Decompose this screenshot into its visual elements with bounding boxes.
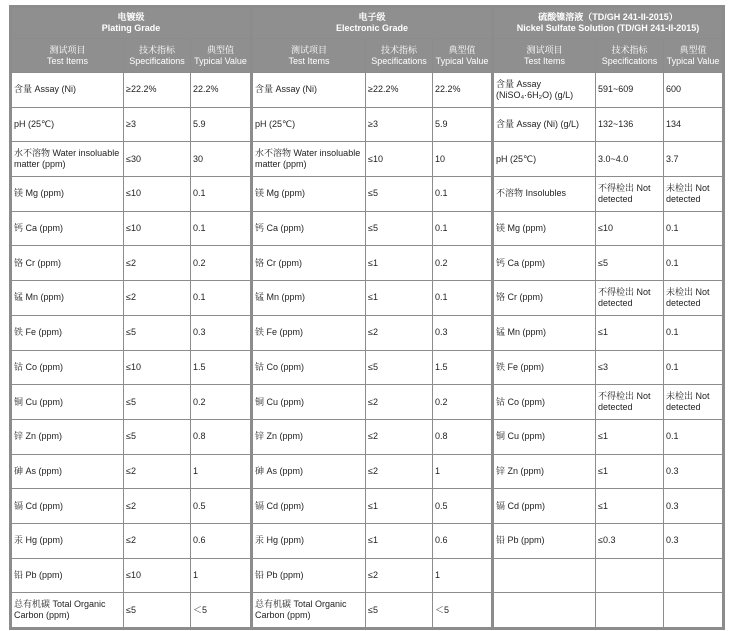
table-row (11, 142, 724, 177)
electronic-typical-value-cell: 0.2 (433, 246, 493, 281)
solution-test-items-cell: 锰 Mn (ppm) (493, 315, 596, 350)
solution-specifications-cell: ≤1 (596, 489, 664, 524)
table-row (11, 177, 724, 212)
column-header-row (11, 39, 724, 73)
column-title-en: Typical Value (194, 55, 247, 66)
plating-specifications-cell: ≤5 (124, 593, 191, 629)
column-title-en: Test Items (288, 55, 330, 66)
solution-specifications-cell: ≤10 (596, 211, 664, 246)
plating-test-items-cell: 汞 Hg (ppm) (11, 523, 124, 558)
plating-specifications-cell: ≤2 (124, 523, 191, 558)
solution-specifications-cell: 3.0~4.0 (596, 142, 664, 177)
column-title-cn: 技术指标 (611, 44, 648, 55)
plating-typical-value-cell: 0.3 (191, 315, 252, 350)
electronic-test-items-cell: 含量 Assay (Ni) (252, 73, 366, 108)
solution-typical-value-cell: 0.1 (664, 419, 724, 454)
solution-typical-value-cell: 0.1 (664, 350, 724, 385)
plating-specifications-cell: ≤30 (124, 142, 191, 177)
nickel-sulfate-spec-table (9, 5, 725, 630)
solution-test-items-cell: 钴 Co (ppm) (493, 385, 596, 420)
plating-typical-value-cell: 22.2% (191, 73, 252, 108)
column-title-en: Test Items (46, 55, 88, 66)
electronic-typical-value-cell: 1 (433, 558, 493, 593)
electronic-typical-value-cell: 0.5 (433, 489, 493, 524)
solution-specifications-cell: 不得检出 Not detected (596, 281, 664, 316)
electronic-typical-value-cell: 0.1 (433, 177, 493, 212)
solution-specifications-cell (596, 558, 664, 593)
solution-typical-value-cell: 134 (664, 107, 724, 142)
column-header-typical-value (191, 39, 252, 73)
table-row (11, 489, 724, 524)
plating-specifications-cell: ≤2 (124, 489, 191, 524)
electronic-typical-value-cell: 1.5 (433, 350, 493, 385)
electronic-specifications-cell: ≤5 (366, 177, 433, 212)
table-row (11, 593, 724, 629)
solution-typical-value-cell (664, 558, 724, 593)
group-title-en: Plating Grade (101, 23, 161, 33)
solution-test-items-cell: pH (25℃) (493, 142, 596, 177)
plating-test-items-cell: 铅 Pb (ppm) (11, 558, 124, 593)
solution-test-items-cell: 含量 Assay (NiSO₄·6H₂O) (g/L) (493, 73, 596, 108)
plating-typical-value-cell: ＜5 (191, 593, 252, 629)
solution-test-items-cell: 钙 Ca (ppm) (493, 246, 596, 281)
electronic-test-items-cell: 镉 Cd (ppm) (252, 489, 366, 524)
table-row (11, 419, 724, 454)
plating-specifications-cell: ≥22.2% (124, 73, 191, 108)
electronic-typical-value-cell: ＜5 (433, 593, 493, 629)
solution-specifications-cell: ≤1 (596, 454, 664, 489)
column-title-en: Specifications (129, 55, 185, 66)
electronic-specifications-cell: ≤10 (366, 142, 433, 177)
solution-specifications-cell: ≤1 (596, 315, 664, 350)
solution-test-items-cell: 镁 Mg (ppm) (493, 211, 596, 246)
electronic-typical-value-cell: 0.1 (433, 211, 493, 246)
electronic-specifications-cell: ≤5 (366, 350, 433, 385)
plating-typical-value-cell: 0.1 (191, 211, 252, 246)
plating-typical-value-cell: 0.5 (191, 489, 252, 524)
group-header-nickel-sulfate-solution (493, 7, 724, 39)
table-row (11, 385, 724, 420)
electronic-specifications-cell: ≤1 (366, 246, 433, 281)
plating-test-items-cell: 钴 Co (ppm) (11, 350, 124, 385)
solution-typical-value-cell: 600 (664, 73, 724, 108)
solution-specifications-cell: 132~136 (596, 107, 664, 142)
solution-typical-value-cell: 未检出 Not detected (664, 281, 724, 316)
column-title-en: Test Items (523, 55, 565, 66)
group-title-en: Electronic Grade (335, 23, 409, 33)
plating-specifications-cell: ≥3 (124, 107, 191, 142)
solution-test-items-cell: 镉 Cd (ppm) (493, 489, 596, 524)
column-header-test-items (252, 39, 366, 73)
column-title-en: Specifications (601, 55, 658, 66)
plating-test-items-cell: 铬 Cr (ppm) (11, 246, 124, 281)
plating-test-items-cell: 钙 Ca (ppm) (11, 211, 124, 246)
electronic-test-items-cell: 铬 Cr (ppm) (252, 246, 366, 281)
plating-typical-value-cell: 0.1 (191, 281, 252, 316)
plating-typical-value-cell: 0.6 (191, 523, 252, 558)
electronic-typical-value-cell: 0.1 (433, 281, 493, 316)
plating-typical-value-cell: 30 (191, 142, 252, 177)
plating-test-items-cell: 总有机碳 Total Organic Carbon (ppm) (11, 593, 124, 629)
plating-specifications-cell: ≤2 (124, 454, 191, 489)
electronic-specifications-cell: ≤2 (366, 385, 433, 420)
electronic-test-items-cell: 水不溶物 Water insoluable matter (ppm) (252, 142, 366, 177)
column-header-typical-value (433, 39, 493, 73)
table-row (11, 246, 724, 281)
solution-test-items-cell: 铁 Fe (ppm) (493, 350, 596, 385)
plating-test-items-cell: 镁 Mg (ppm) (11, 177, 124, 212)
solution-specifications-cell (596, 593, 664, 629)
plating-specifications-cell: ≤10 (124, 558, 191, 593)
plating-specifications-cell: ≤10 (124, 350, 191, 385)
electronic-test-items-cell: 锰 Mn (ppm) (252, 281, 366, 316)
plating-typical-value-cell: 0.8 (191, 419, 252, 454)
solution-test-items-cell (493, 593, 596, 629)
group-title-cn: 电镀级 (117, 12, 145, 22)
solution-specifications-cell: ≤0.3 (596, 523, 664, 558)
solution-typical-value-cell: 0.3 (664, 523, 724, 558)
electronic-specifications-cell: ≥3 (366, 107, 433, 142)
column-header-test-items (11, 39, 124, 73)
plating-typical-value-cell: 0.2 (191, 246, 252, 281)
group-header-electronic-grade (252, 7, 493, 39)
column-title-cn: 测试项目 (49, 44, 86, 55)
plating-typical-value-cell: 1.5 (191, 350, 252, 385)
electronic-test-items-cell: 砷 As (ppm) (252, 454, 366, 489)
electronic-test-items-cell: 锌 Zn (ppm) (252, 419, 366, 454)
solution-typical-value-cell: 未检出 Not detected (664, 177, 724, 212)
solution-typical-value-cell (664, 593, 724, 629)
plating-test-items-cell: 含量 Assay (Ni) (11, 73, 124, 108)
plating-specifications-cell: ≤5 (124, 419, 191, 454)
plating-specifications-cell: ≤10 (124, 177, 191, 212)
column-title-cn: 测试项目 (526, 44, 563, 55)
plating-typical-value-cell: 1 (191, 558, 252, 593)
column-header-specifications (366, 39, 433, 73)
electronic-typical-value-cell: 10 (433, 142, 493, 177)
solution-typical-value-cell: 3.7 (664, 142, 724, 177)
column-title-en: Typical Value (435, 55, 489, 66)
solution-test-items-cell: 铅 Pb (ppm) (493, 523, 596, 558)
group-header-row (11, 7, 724, 39)
electronic-specifications-cell: ≤2 (366, 454, 433, 489)
column-title-en: Typical Value (666, 55, 720, 66)
column-header-specifications (124, 39, 191, 73)
plating-test-items-cell: 砷 As (ppm) (11, 454, 124, 489)
electronic-typical-value-cell: 0.3 (433, 315, 493, 350)
group-header-plating-grade (11, 7, 252, 39)
electronic-typical-value-cell: 5.9 (433, 107, 493, 142)
plating-test-items-cell: 镉 Cd (ppm) (11, 489, 124, 524)
column-header-typical-value (664, 39, 724, 73)
electronic-typical-value-cell: 0.2 (433, 385, 493, 420)
table-row (11, 315, 724, 350)
plating-specifications-cell: ≤5 (124, 315, 191, 350)
plating-test-items-cell: 锌 Zn (ppm) (11, 419, 124, 454)
table-row (11, 454, 724, 489)
electronic-test-items-cell: 镁 Mg (ppm) (252, 177, 366, 212)
column-title-cn: 典型值 (206, 44, 234, 55)
column-header-test-items (493, 39, 596, 73)
group-title-en: Nickel Sulfate Solution (TD/GH 241-II-2015) (516, 23, 700, 33)
column-title-cn: 测试项目 (290, 44, 327, 55)
electronic-typical-value-cell: 22.2% (433, 73, 493, 108)
electronic-test-items-cell: 钙 Ca (ppm) (252, 211, 366, 246)
electronic-specifications-cell: ≤5 (366, 593, 433, 629)
column-title-cn: 技术指标 (380, 44, 417, 55)
table-row (11, 523, 724, 558)
electronic-test-items-cell: pH (25℃) (252, 107, 366, 142)
electronic-test-items-cell: 铜 Cu (ppm) (252, 385, 366, 420)
plating-typical-value-cell: 5.9 (191, 107, 252, 142)
electronic-specifications-cell: ≤1 (366, 489, 433, 524)
solution-specifications-cell: ≤3 (596, 350, 664, 385)
electronic-specifications-cell: ≤1 (366, 281, 433, 316)
electronic-test-items-cell: 汞 Hg (ppm) (252, 523, 366, 558)
electronic-typical-value-cell: 0.6 (433, 523, 493, 558)
electronic-specifications-cell: ≥22.2% (366, 73, 433, 108)
plating-test-items-cell: 水不溶物 Water insoluable matter (ppm) (11, 142, 124, 177)
electronic-specifications-cell: ≤1 (366, 523, 433, 558)
solution-typical-value-cell: 0.1 (664, 211, 724, 246)
group-title-cn: 硫酸镍溶液（TD/GH 241-II-2015） (538, 12, 678, 22)
group-title-cn: 电子级 (358, 12, 386, 22)
solution-test-items-cell: 不溶物 Insolubles (493, 177, 596, 212)
table-row (11, 350, 724, 385)
electronic-typical-value-cell: 0.8 (433, 419, 493, 454)
solution-specifications-cell: 不得检出 Not detected (596, 177, 664, 212)
column-title-cn: 典型值 (679, 44, 707, 55)
plating-specifications-cell: ≤2 (124, 281, 191, 316)
electronic-test-items-cell: 铁 Fe (ppm) (252, 315, 366, 350)
plating-specifications-cell: ≤10 (124, 211, 191, 246)
plating-specifications-cell: ≤5 (124, 385, 191, 420)
solution-specifications-cell: 591~609 (596, 73, 664, 108)
electronic-test-items-cell: 钴 Co (ppm) (252, 350, 366, 385)
column-title-cn: 技术指标 (138, 44, 175, 55)
solution-typical-value-cell: 0.1 (664, 246, 724, 281)
table-row (11, 211, 724, 246)
solution-test-items-cell: 铬 Cr (ppm) (493, 281, 596, 316)
column-title-cn: 典型值 (448, 44, 476, 55)
electronic-test-items-cell: 铅 Pb (ppm) (252, 558, 366, 593)
table-row (11, 73, 724, 108)
table-row (11, 107, 724, 142)
plating-test-items-cell: 铜 Cu (ppm) (11, 385, 124, 420)
solution-test-items-cell: 含量 Assay (Ni) (g/L) (493, 107, 596, 142)
plating-test-items-cell: 锰 Mn (ppm) (11, 281, 124, 316)
electronic-specifications-cell: ≤5 (366, 211, 433, 246)
plating-typical-value-cell: 1 (191, 454, 252, 489)
solution-test-items-cell: 铜 Cu (ppm) (493, 419, 596, 454)
solution-specifications-cell: 不得检出 Not detected (596, 385, 664, 420)
solution-typical-value-cell: 0.1 (664, 315, 724, 350)
solution-test-items-cell: 锌 Zn (ppm) (493, 454, 596, 489)
electronic-specifications-cell: ≤2 (366, 419, 433, 454)
electronic-typical-value-cell: 1 (433, 454, 493, 489)
plating-typical-value-cell: 0.2 (191, 385, 252, 420)
electronic-specifications-cell: ≤2 (366, 558, 433, 593)
solution-typical-value-cell: 未检出 Not detected (664, 385, 724, 420)
plating-test-items-cell: 铁 Fe (ppm) (11, 315, 124, 350)
plating-specifications-cell: ≤2 (124, 246, 191, 281)
solution-test-items-cell (493, 558, 596, 593)
electronic-specifications-cell: ≤2 (366, 315, 433, 350)
electronic-test-items-cell: 总有机碳 Total Organic Carbon (ppm) (252, 593, 366, 629)
table-row (11, 558, 724, 593)
column-title-en: Specifications (371, 55, 427, 66)
solution-specifications-cell: ≤1 (596, 419, 664, 454)
plating-test-items-cell: pH (25℃) (11, 107, 124, 142)
solution-typical-value-cell: 0.3 (664, 489, 724, 524)
solution-specifications-cell: ≤5 (596, 246, 664, 281)
table-row (11, 281, 724, 316)
solution-typical-value-cell: 0.3 (664, 454, 724, 489)
plating-typical-value-cell: 0.1 (191, 177, 252, 212)
column-header-specifications (596, 39, 664, 73)
